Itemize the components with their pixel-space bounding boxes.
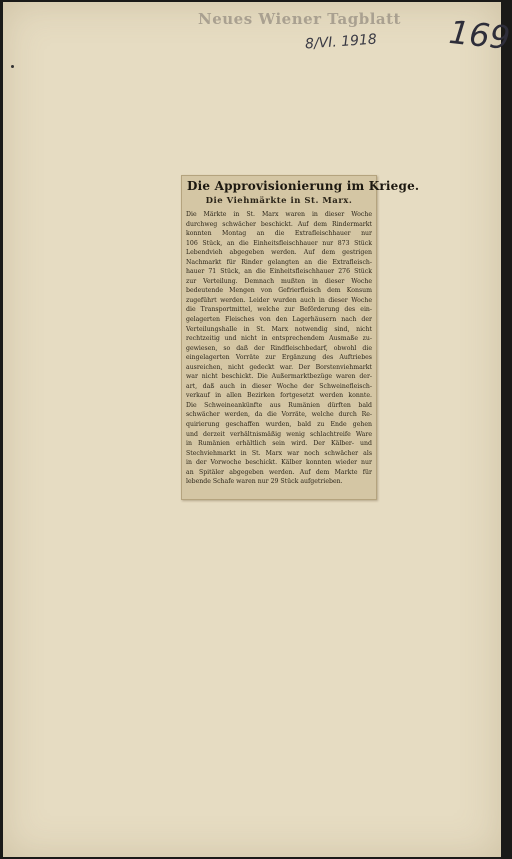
newspaper-stamp: Neues Wiener Tagblatt xyxy=(198,10,401,28)
article-line: schwächer werden, da die Vorräte, welche durch Re- xyxy=(186,411,372,419)
archive-sheet xyxy=(3,2,512,857)
article-line: Die Märkte in St. Marx waren in dieser Woche xyxy=(186,211,372,218)
article-line: zugeführt werden. Leider wurden auch in dieser Woche xyxy=(186,296,372,304)
article-body xyxy=(186,210,372,487)
article-line: verkauf in allen Bezirken fortgesetzt werden konnte. xyxy=(186,392,372,400)
article-line: gelagerten Fleisches von den Lagerhäusern nach der xyxy=(186,316,372,324)
article-line: quirierung geschaffen wurden, bald zu Ende gehen xyxy=(186,421,372,429)
article-line: durchweg schwächer beschickt. Auf dem Rindermarkt xyxy=(186,220,372,228)
article-line: bedeutende Mengen von Gefrierfleisch dem Konsum xyxy=(186,287,372,295)
newspaper-clipping xyxy=(181,175,420,500)
page-number: 169 xyxy=(447,12,512,58)
article-line: konnten Montag an die Extrafleischhauer nur xyxy=(186,230,372,238)
article-line: gewiesen, so daß der Rindfleischbedarf, obwohl die xyxy=(186,344,372,352)
article-line: 106 Stück, an die Einheitsfleischhauer nur 873 Stück xyxy=(186,239,372,247)
article-line: hauer 71 Stück, an die Einheitsfleischhauer 276 Stück xyxy=(186,268,372,276)
article-line: art, daß auch in dieser Woche der Schweinefleisch- xyxy=(186,382,372,390)
article-line: in der Vorwoche beschickt. Kälber konnten wieder nur xyxy=(186,459,372,467)
article-line: Nachmarkt für Rinder gelangten an die Extrafleisch- xyxy=(186,258,372,266)
article-line: Lebendvieh abgegeben werden. Auf dem gestrigen xyxy=(186,249,372,257)
article-line: eingelagerten Vorräte zur Ergänzung des Auftriebes xyxy=(186,354,372,362)
article-line: in Rumänien erhältlich sein wird. Der Kälber- und xyxy=(186,440,372,448)
article-line: und derzeit verhältnismäßig wenig schlachtreife Ware xyxy=(186,430,372,438)
handwritten-date: 8/VI. 1918 xyxy=(304,31,378,53)
article-line: Die Schweineankünfte aus Rumänien dürften bald xyxy=(186,401,372,409)
article-line: rechtzeitig und nicht in entsprechendem Ausmaße zu- xyxy=(186,335,372,343)
article-line: ausreichen, nicht gedeckt war. Der Borstenviehmarkt xyxy=(186,363,372,371)
article-line: zur Verteilung. Demnach mußten in dieser Woche xyxy=(186,277,372,285)
article-line: war nicht beschickt. Die Außermarktbezüge waren der- xyxy=(186,373,372,381)
article-title: Die Approvisionierung im Kriege. xyxy=(187,179,420,193)
article-line: an Spitäler abgegeben werden. Auf dem Markte für xyxy=(186,468,372,476)
article-line: lebende Schafe waren nur 29 Stück aufgetrieben. xyxy=(186,478,343,486)
article-line: die Transportmittel, welche zur Beförderung des ein- xyxy=(186,306,372,314)
article-subtitle: Die Viehmärkte in St. Marx. xyxy=(205,196,353,206)
article-line: Stechviehmarkt in St. Marx war noch schwächer als xyxy=(186,449,372,457)
article-line: Verteilungshalle in St. Marx notwendig sind, nicht xyxy=(186,325,372,333)
punch-mark xyxy=(11,65,14,68)
